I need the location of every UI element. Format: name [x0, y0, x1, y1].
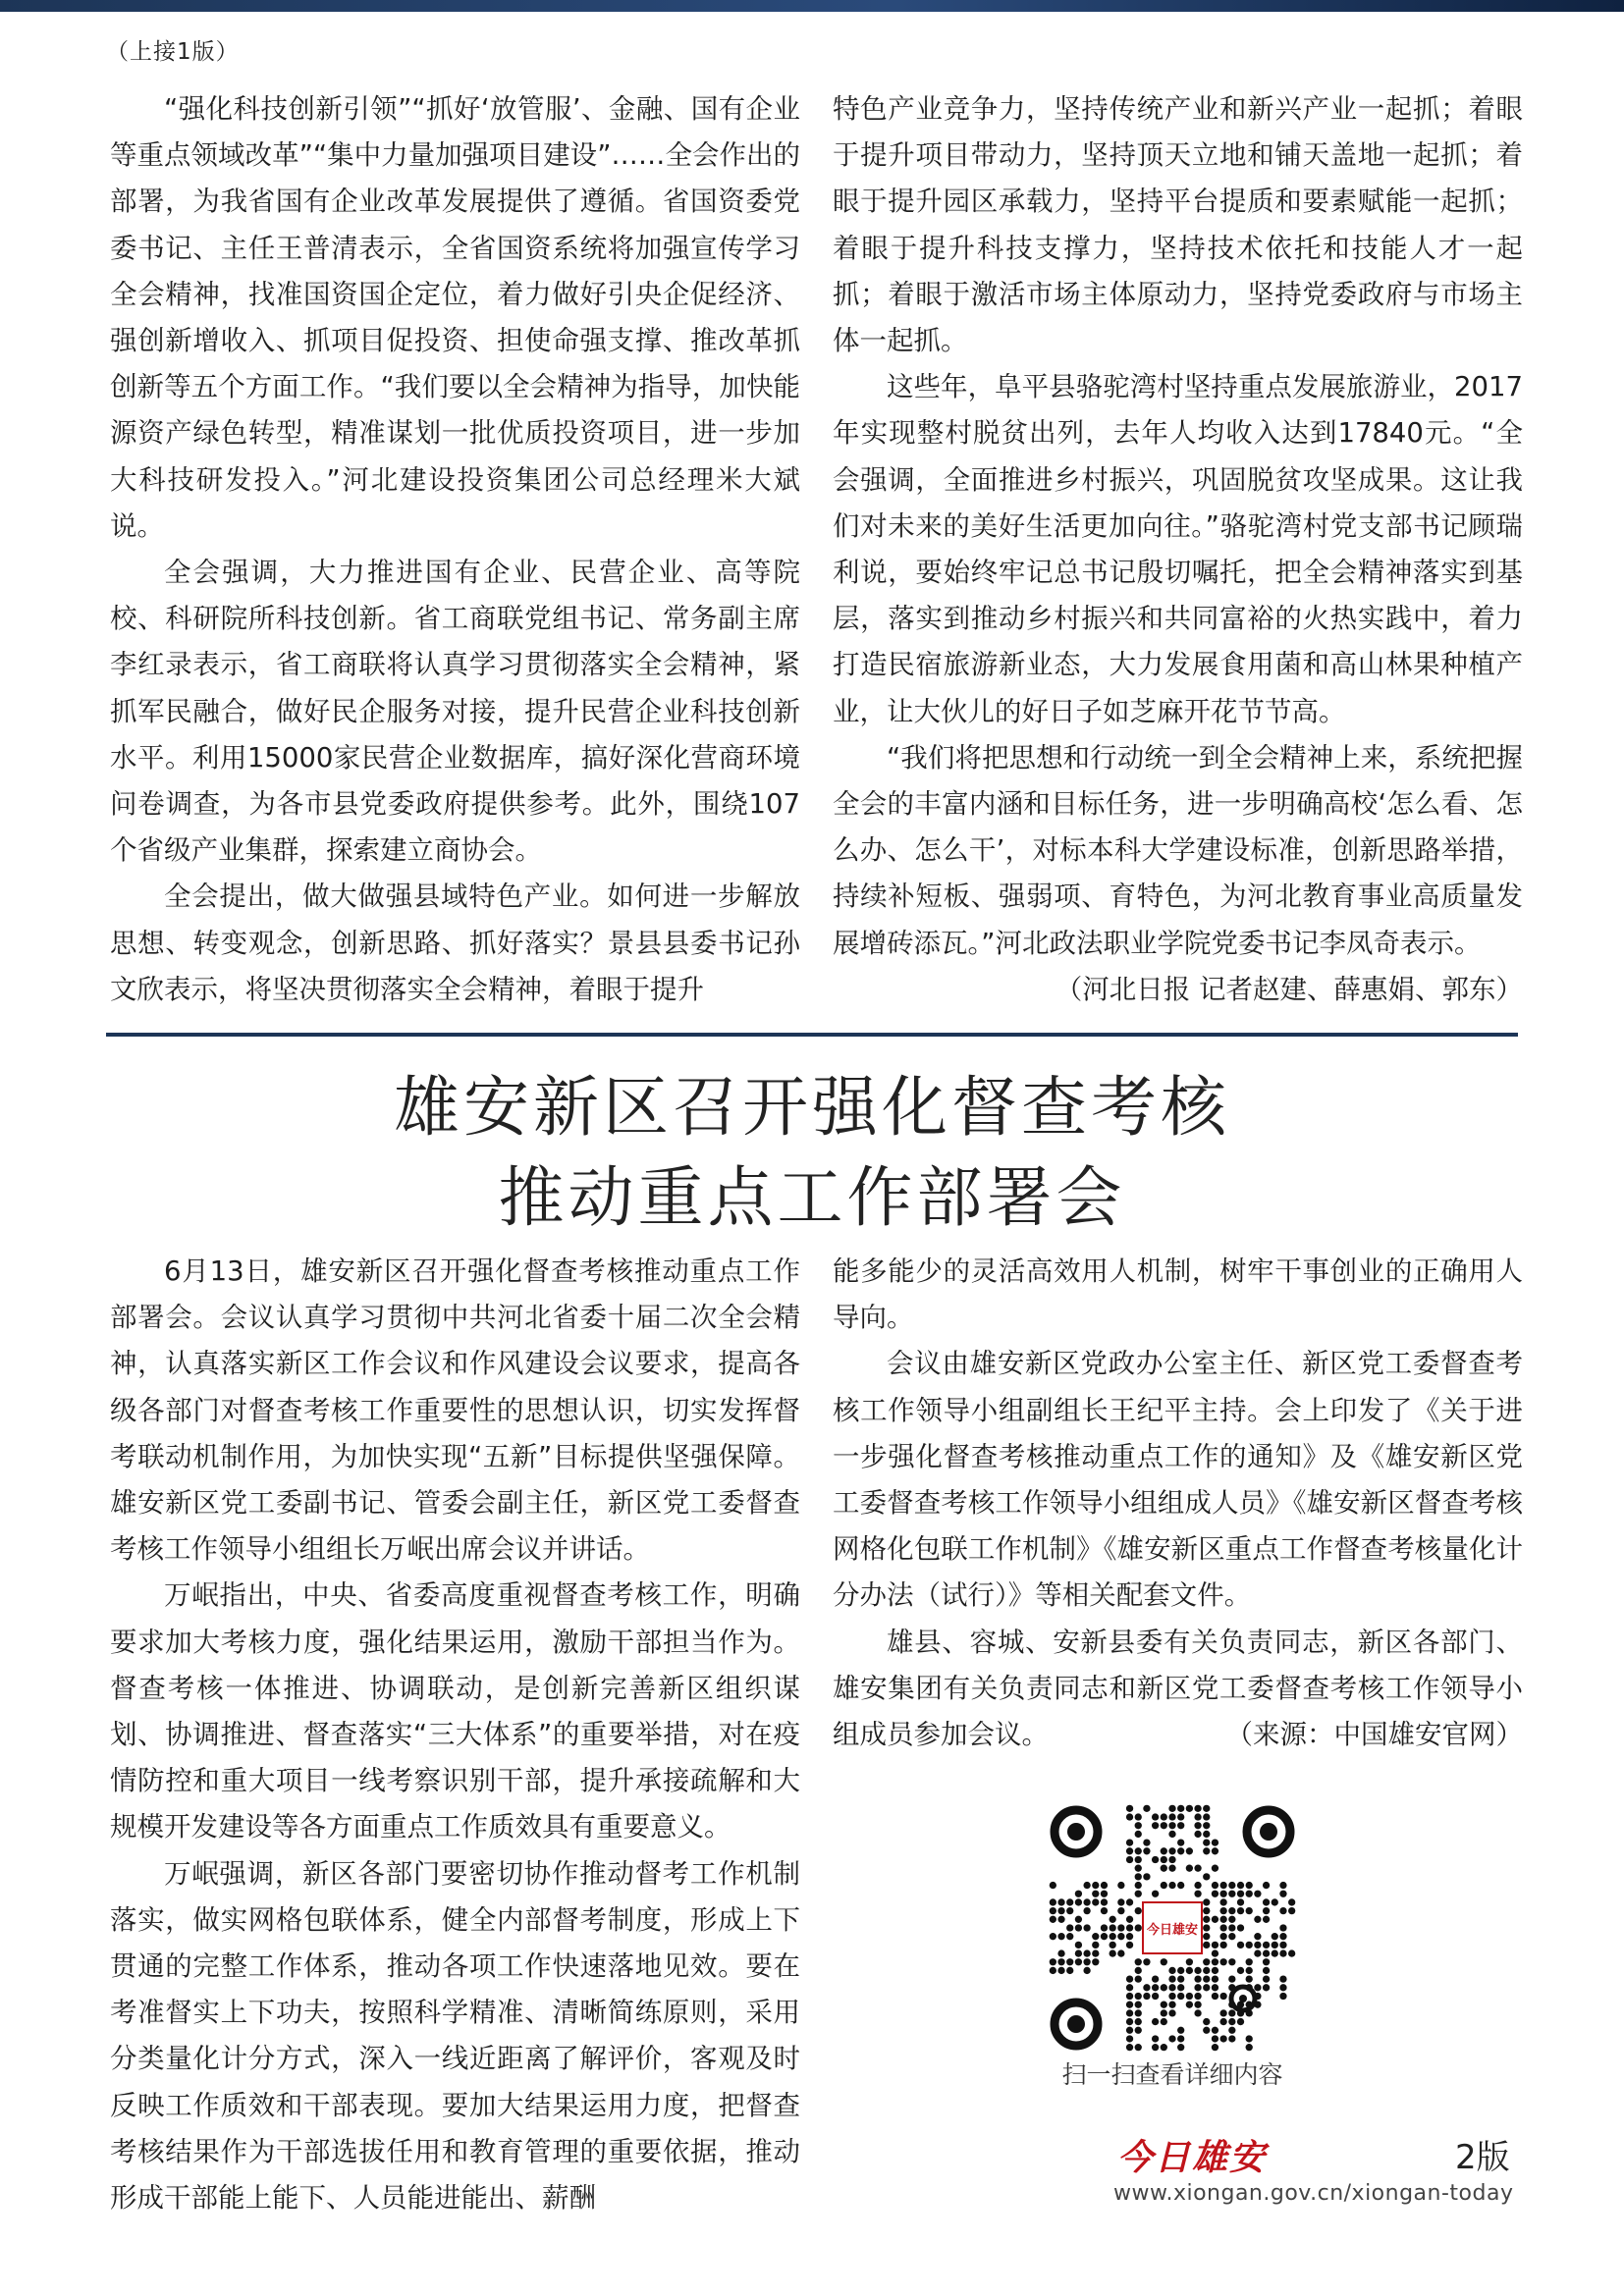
paragraph: 这些年，阜平县骆驼湾村坚持重点发展旅游业，2017年实现整村脱贫出列，去年人均收入达到17840元。“全会强调，全面推进乡村振兴，巩固脱贫攻坚成果。这让我们对未来的美好生活更加向往。”骆驼湾村党支部书记顾瑞利说，要始终牢记总书记殷切嘱托，把全会精神落实到基层，落实到推动乡村振兴和共同富裕的火热实践中，着力打造民宿旅游新业态，大力发展食用菌和高山林果种植产业，让大伙儿的好日子如芝麻开花节节高。	[833, 371, 1523, 727]
headline-line-1: 雄安新区召开强化督查考核	[394, 1069, 1230, 1146]
paragraph-continued: 特色产业竞争力，坚持传统产业和新兴产业一起抓；着眼于提升项目带动力，坚持顶天立地和铺天盖地一起抓；着眼于提升园区承载力，坚持平台提质和要素赋能一起抓；着眼于提升科技支撑力，坚持技术依托和技能人才一起抓；着眼于激活市场主体原动力，坚持党委政府与市场主体一起抓。	[833, 93, 1523, 357]
article1-column-left	[110, 86, 800, 1013]
paragraph: 会议由雄安新区党政办公室主任、新区党工委督查考核工作领导小组副组长王纪平主持。会上印发了《关于进一步强化督查考核推动重点工作的通知》及《雄安新区党工委督查考核工作领导小组组成人员》《雄安新区督查考核网格化包联工作机制》《雄安新区重点工作督查考核量化计分办法（试行）》等相关配套文件。	[833, 1348, 1523, 1612]
continued-label: （上接1版）	[106, 39, 240, 65]
article2-column-left	[110, 1249, 800, 2221]
page-number: 2版	[1455, 2138, 1510, 2177]
article1-column-right	[833, 86, 1523, 1013]
paragraph	[833, 735, 1523, 1005]
article1-source: （河北日报 记者赵建、薛惠娟、郭东）	[1055, 973, 1523, 1005]
top-bar	[0, 0, 1624, 12]
qr-code-icon[interactable]	[1049, 1804, 1296, 2052]
paragraph: 全会强调，大力推进国有企业、民营企业、高等院校、科研院所科技创新。省工商联党组书记、常务副主席李红录表示，省工商联将认真学习贯彻落实全会精神，紧抓军民融合，做好民企服务对接，提升民营企业科技创新水平。利用15000家民营企业数据库，搞好深化营商环境问卷调查，为各市县党委政府提供参考。此外，围绕107个省级产业集群，探索建立商协会。	[110, 557, 800, 867]
qr-code[interactable]	[1049, 1804, 1296, 2052]
paragraph: 万岷指出，中央、省委高度重视督查考核工作，明确要求加大考核力度，强化结果运用，激励干部担当作为。督查考核一体推进、协调联动，是创新完善新区组织谋划、协调推进、督查落实“三大体系”的重要举措，对在疫情防控和重大项目一线考察识别干部，提升承接疏解和大规模开发建设等各方面重点工作质效具有重要意义。	[110, 1579, 800, 1843]
paragraph-text: 雄县、容城、安新县委有关负责同志，新区各部门、雄安集团有关负责同志和新区党工委督查考核工作领导小组成员参加会议。	[833, 1626, 1523, 1751]
article2-headline	[106, 1062, 1518, 1243]
paragraph: 6月13日，雄安新区召开强化督查考核推动重点工作部署会。会议认真学习贯彻中共河北省委十届二次全会精神，认真落实新区工作会议和作风建设会议要求，提高各级各部门对督查考核工作重要性的思想认识，切实发挥督考联动机制作用，为加快实现“五新”目标提供坚强保障。雄安新区党工委副书记、管委会副主任，新区党工委督查考核工作领导小组组长万岷出席会议并讲话。	[110, 1255, 800, 1566]
paragraph-text: “我们将把思想和行动统一到全会精神上来，系统把握全会的丰富内涵和目标任务，进一步明确高校‘怎么看、怎么办、怎么干’，对标本科大学建设标准，创新思路举措，持续补短板、强弱项、育特色，为河北教育事业高质量发展增砖添瓦。”河北政法职业学院党委书记李凤奇表示。	[833, 741, 1523, 959]
article2-source: （来源：中国雄安官网）	[1225, 1719, 1523, 1751]
article2-column-right	[833, 1249, 1523, 1758]
publication-logo: 今日雄安	[1117, 2137, 1268, 2178]
paragraph	[833, 1620, 1523, 1759]
headline-line-2: 推动重点工作部署会	[498, 1159, 1126, 1236]
paragraph: 全会提出，做大做强县域特色产业。如何进一步解放思想、转变观念，创新思路、抓好落实？景县县委书记孙文欣表示，将坚决贯彻落实全会精神，着眼于提升	[110, 881, 800, 1005]
section-divider	[106, 1033, 1518, 1037]
qr-caption: 扫一扫查看详细内容	[1061, 2060, 1283, 2089]
qr-center-logo: 今日雄安	[1146, 1923, 1199, 1938]
website-link[interactable]: www.xiongan.gov.cn/xiongan-today	[1113, 2181, 1514, 2206]
paragraph-continued: 能多能少的灵活高效用人机制，树牢干事创业的正确用人导向。	[833, 1255, 1523, 1334]
paragraph: 万岷强调，新区各部门要密切协作推动督考工作机制落实，做实网格包联体系，健全内部督考制度，形成上下贯通的完整工作体系，推动各项工作快速落地见效。要在考准督实上下功夫，按照科学精准、清晰简练原则，采用分类量化计分方式，深入一线近距离了解评价，客观及时反映工作质效和干部表现。要加大结果运用力度，把督查考核结果作为干部选拔任用和教育管理的重要依据，推动形成干部能上能下、人员能进能出、薪酬	[110, 1857, 800, 2215]
paragraph: “强化科技创新引领”“抓好‘放管服’、金融、国有企业等重点领域改革”“集中力量加强项目建设”……全会作出的部署，为我省国有企业改革发展提供了遵循。省国资委党委书记、主任王普清表示，全省国资系统将加强宣传学习全会精神，找准国资国企定位，着力做好引央企促经济、强创新增收入、抓项目促投资、担使命强支撑、推改革抓创新等五个方面工作。“我们要以全会精神为指导，加快能源资产绿色转型，精准谋划一批优质投资项目，进一步加大科技研发投入。”河北建设投资集团公司总经理米大斌说。	[110, 93, 800, 542]
